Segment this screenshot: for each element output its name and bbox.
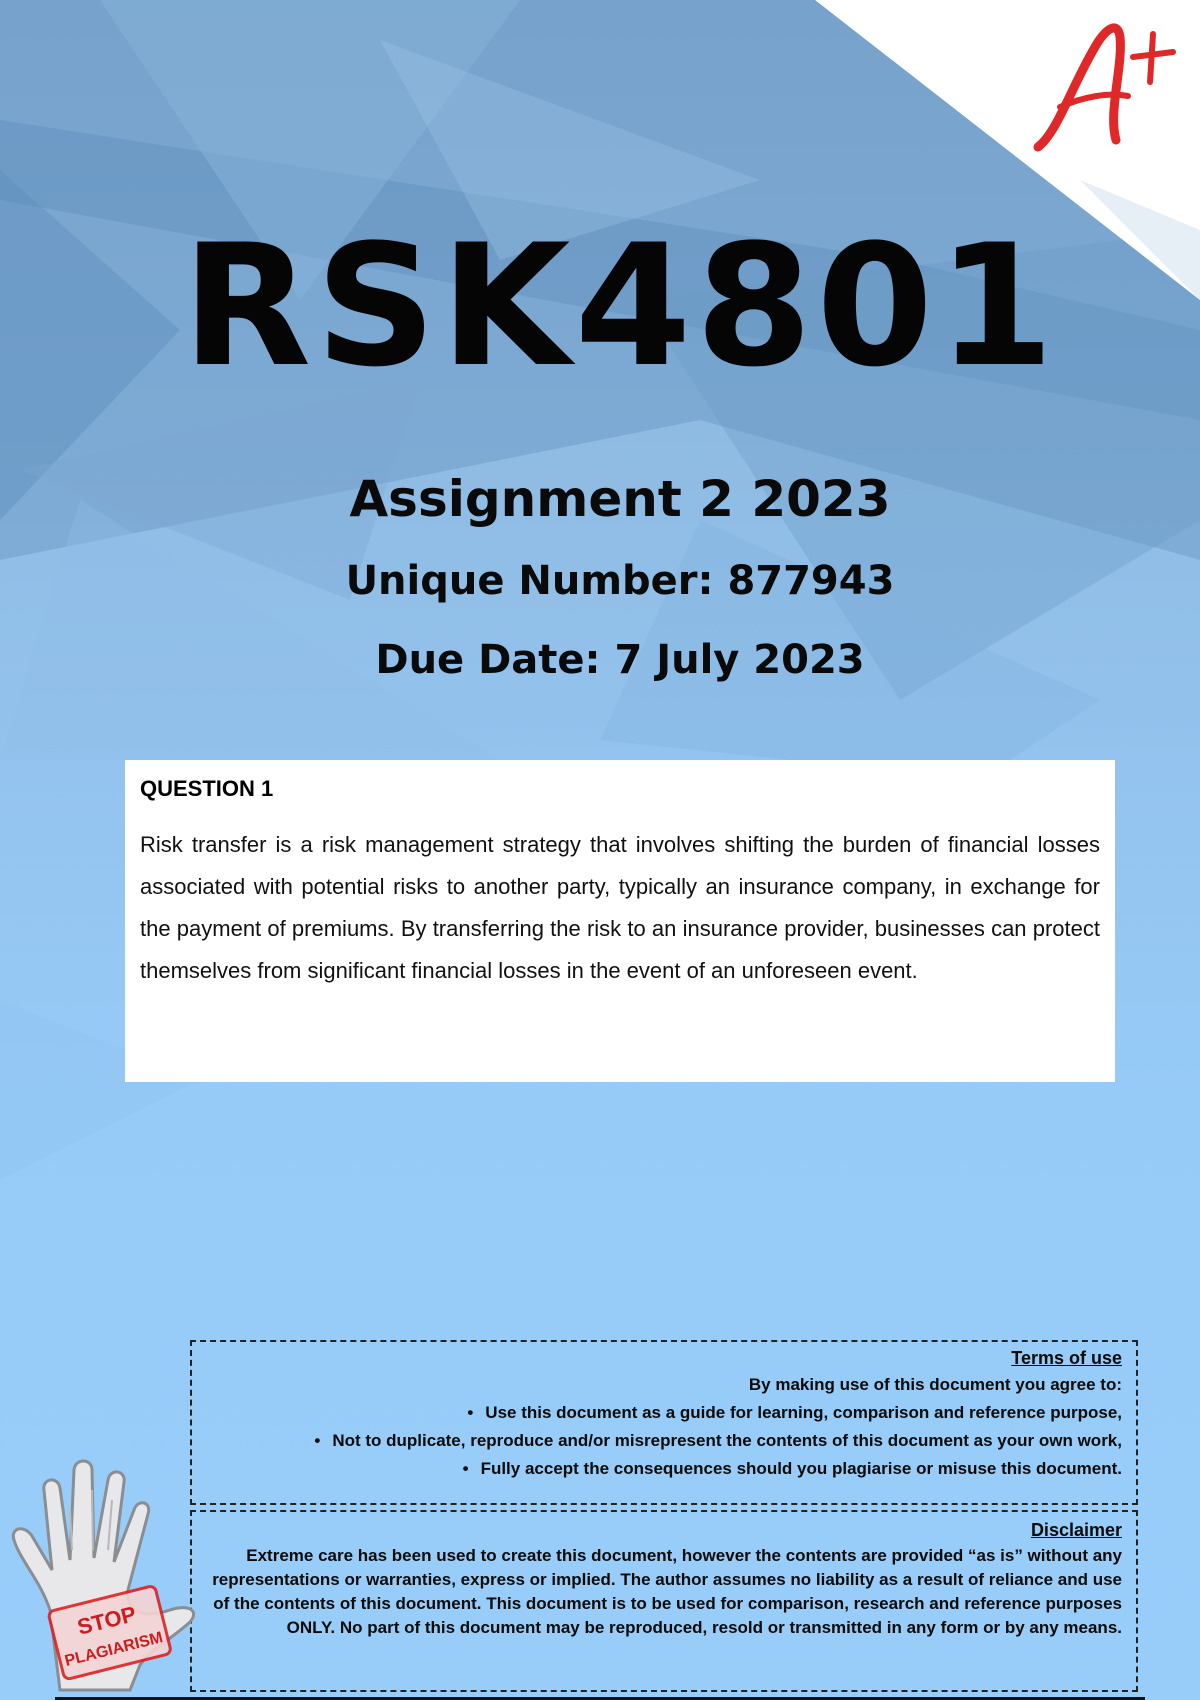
disclaimer-body: Extreme care has been used to create this document, however the contents are provided “as is” without any representations or warranties, express or implied. The author assumes no liability as a result of reliance and use of the contents of this document. This document is to be used for comparison, research and reference purposes ONLY. No part of this document may be reproduced, resold or transmitted in any form or by any means. [212, 1546, 1122, 1637]
question-heading: QUESTION 1 [140, 776, 274, 801]
terms-item: • Fully accept the consequences should you plagiarise or misuse this document. [206, 1459, 1122, 1479]
stop-text: STOP [74, 1601, 139, 1640]
question-body: Risk transfer is a risk management strategy that involves shifting the burden of financial losses associated with potential risks to another party, typically an insurance company, in exchange for the payment of premiums. By transferring the risk to an insurance provider, businesses can protect themselves from significant financial losses in the event of an unforeseen event. [140, 832, 1100, 983]
terms-of-use-box [190, 1340, 1138, 1505]
terms-title: Terms of use [1011, 1348, 1122, 1368]
bullet-icon: • [314, 1431, 321, 1450]
grade-a-plus-icon [1028, 12, 1188, 162]
course-code-title: RSK4801 [181, 208, 1059, 404]
bullet-icon: • [462, 1459, 469, 1478]
terms-intro: By making use of this document you agree to: [748, 1375, 1122, 1394]
terms-item: • Use this document as a guide for learning, comparison and reference purpose, [206, 1403, 1122, 1423]
due-date: Due Date: 7 July 2023 [375, 637, 865, 683]
stop-plagiarism-hand-icon [0, 1450, 240, 1700]
terms-item: • Not to duplicate, reproduce and/or misrepresent the contents of this document as your own work, [206, 1431, 1122, 1451]
disclaimer-title: Disclaimer [1030, 1520, 1122, 1540]
assignment-title: Assignment 2 2023 [349, 470, 891, 528]
question-panel [125, 760, 1115, 1082]
plagiarism-text: PLAGIARISM [63, 1629, 165, 1670]
bullet-icon: • [467, 1403, 474, 1422]
disclaimer-box [190, 1510, 1138, 1692]
unique-number: Unique Number: 877943 [345, 558, 895, 604]
